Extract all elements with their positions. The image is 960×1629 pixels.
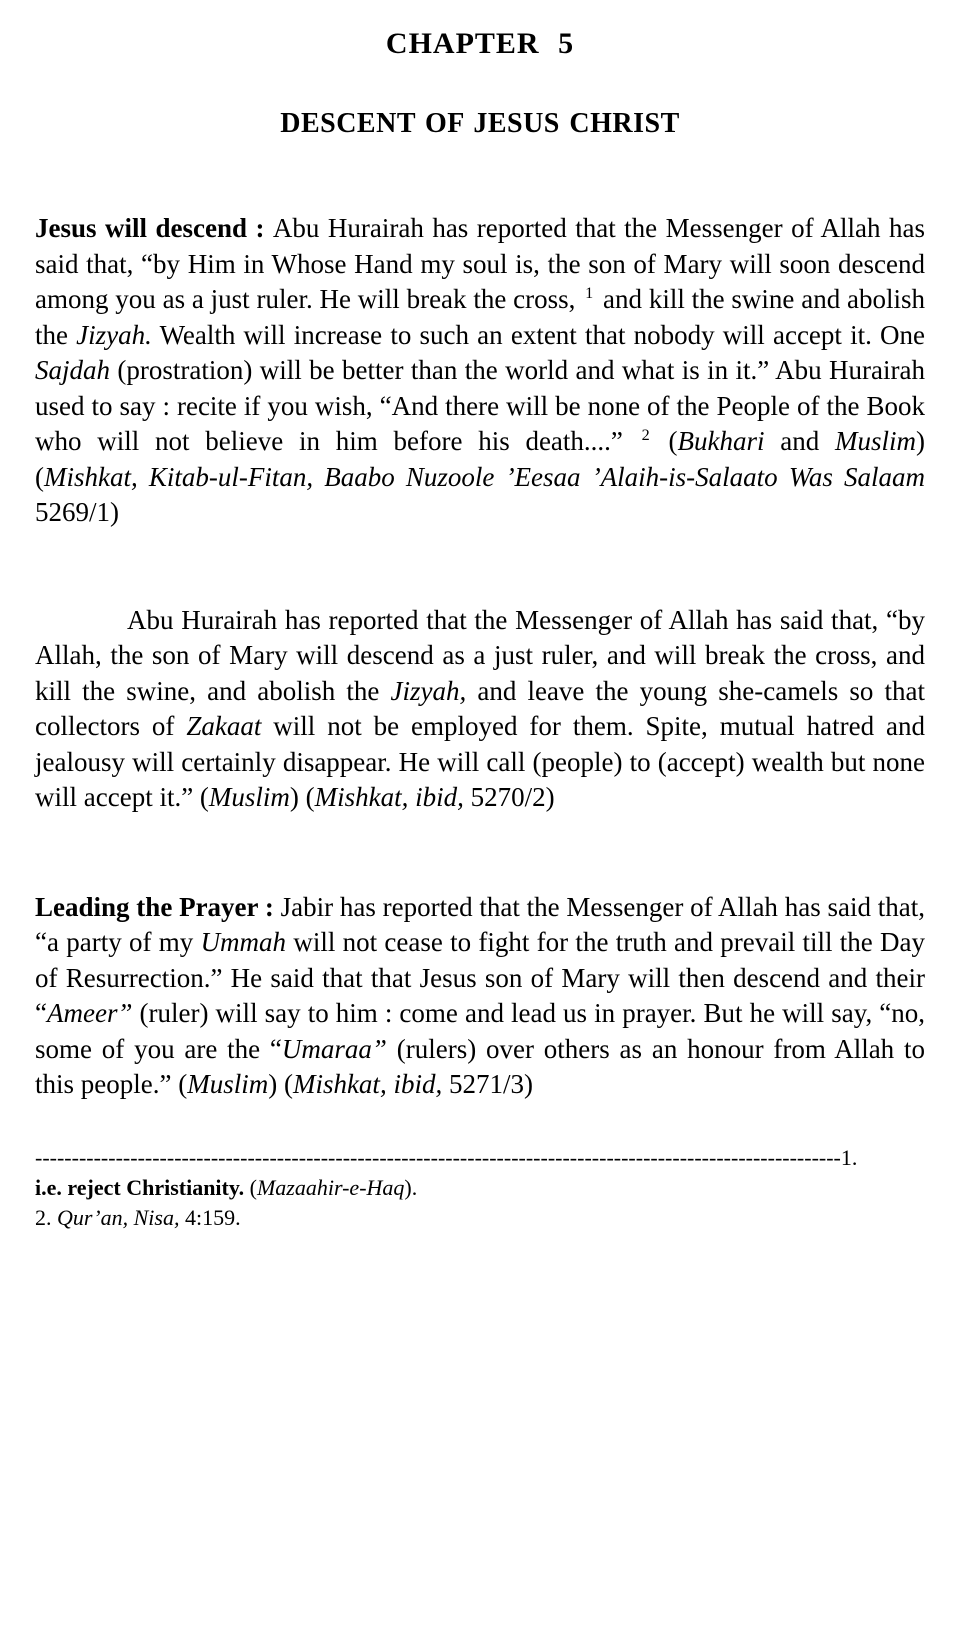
text-run: Wealth will increase to such an extent that nobody will accept it. One bbox=[151, 319, 925, 350]
text-run: ) ( bbox=[289, 782, 315, 812]
text-run: Leading the Prayer : bbox=[35, 891, 281, 922]
text-run: (rulers) over others as an honour from Allah to this people.” ( bbox=[35, 1033, 925, 1099]
text-run: Mishkat, ibid, bbox=[292, 1069, 443, 1099]
text-run: Jabir has reported that the Messenger of Allah has said that, “a party of my bbox=[35, 891, 926, 957]
text-run: ). bbox=[404, 1174, 418, 1200]
text-run: Qur’an, Nisa, bbox=[57, 1204, 180, 1230]
text-run: ( bbox=[249, 1174, 257, 1200]
text-run: i.e. reject Christianity. bbox=[35, 1174, 250, 1200]
text-run: Mishkat, ibid, bbox=[314, 782, 464, 812]
text-run: Jesus will descend : bbox=[35, 213, 273, 243]
footnote-1 bbox=[35, 1173, 925, 1203]
page-title: DESCENT OF JESUS CHRIST bbox=[280, 108, 680, 139]
text-run: (prostration) will be better than the world and what is in it.” Abu Hurairah used to say : recite if you wish, “And there will be none of the People of the Book who will not believe in him before his death....” bbox=[35, 355, 925, 456]
text-run: 4:159. bbox=[179, 1204, 241, 1230]
text-run: Jizyah. bbox=[76, 319, 152, 350]
text-run: and bbox=[764, 426, 836, 456]
text-run: and leave the young she-camels so that collectors of bbox=[35, 675, 925, 741]
text-run: Jizyah, bbox=[390, 675, 467, 706]
text-run: and kill the swine and abolish the bbox=[35, 284, 925, 350]
text-run: (ruler) will say to him : come and lead us in prayer. But he will say, “no, some of you are the “ bbox=[35, 998, 925, 1064]
text-run: ) ( bbox=[268, 1069, 293, 1099]
text-run: will not be employed for them. Spite, mutual hatred and jealousy will certainly disappear. He will call (people) to (accept) wealth but none will accept it.” ( bbox=[35, 711, 925, 812]
footnote-separator: --------------------------------------------------------------------------------------------------------------1. bbox=[35, 1144, 858, 1170]
text-run: Mishkat, Kitab-ul-Fitan, Baabo Nuzoole ’Eesaa ’Alaih-is-Salaato Was Salaam bbox=[44, 461, 925, 492]
footnote-2 bbox=[35, 1203, 925, 1233]
text-run: Muslim bbox=[187, 1069, 269, 1099]
chapter-heading: CHAPTER 5 bbox=[385, 27, 575, 60]
text-run: Muslim bbox=[835, 426, 917, 456]
text-run: 5269/1) bbox=[35, 497, 119, 527]
text-run: 5271/3) bbox=[442, 1069, 533, 1099]
footnotes-section bbox=[35, 1143, 925, 1233]
text-run: Ameer” bbox=[46, 998, 133, 1028]
text-run: will not cease to fight for the truth and prevail till the Day of Resurrection.” He said that that Jesus son of Mary will then descend and their “ bbox=[35, 927, 926, 1028]
paragraph-jesus-will-descend bbox=[35, 211, 925, 531]
text-run: 5270/2) bbox=[463, 782, 555, 812]
text-run: Abu Hurairah has reported that the Messenger of Allah has said that, “by Him in Whose Hand my soul is, the son of Mary will soon descend among you as a just ruler. He will break the cross, bbox=[35, 213, 925, 314]
text-run: ( bbox=[652, 426, 678, 456]
text-run: 1 bbox=[585, 284, 594, 302]
text-run: 2 bbox=[641, 426, 650, 444]
text-run: 2. bbox=[35, 1204, 57, 1230]
paragraph-leading-the-prayer bbox=[35, 890, 925, 1103]
text-run: Bukhari bbox=[677, 426, 765, 456]
text-run: Abu Hurairah has reported that the Messenger of Allah has said that, “by Allah, the son of Mary will descend as a just ruler, and will break the cross, and kill the swine, and abolish the bbox=[35, 604, 925, 706]
text-run: Mazaahir-e-Haq bbox=[256, 1174, 405, 1200]
text-run: Zakaat bbox=[186, 711, 262, 741]
text-run: Ummah bbox=[200, 927, 287, 957]
text-run: ) ( bbox=[35, 426, 926, 492]
text-run: Umaraa” bbox=[281, 1033, 387, 1064]
text-run: Sajdah bbox=[35, 355, 111, 385]
text-run: Muslim bbox=[208, 782, 290, 812]
paragraph-abu-hurairah-second-hadith bbox=[35, 603, 925, 816]
